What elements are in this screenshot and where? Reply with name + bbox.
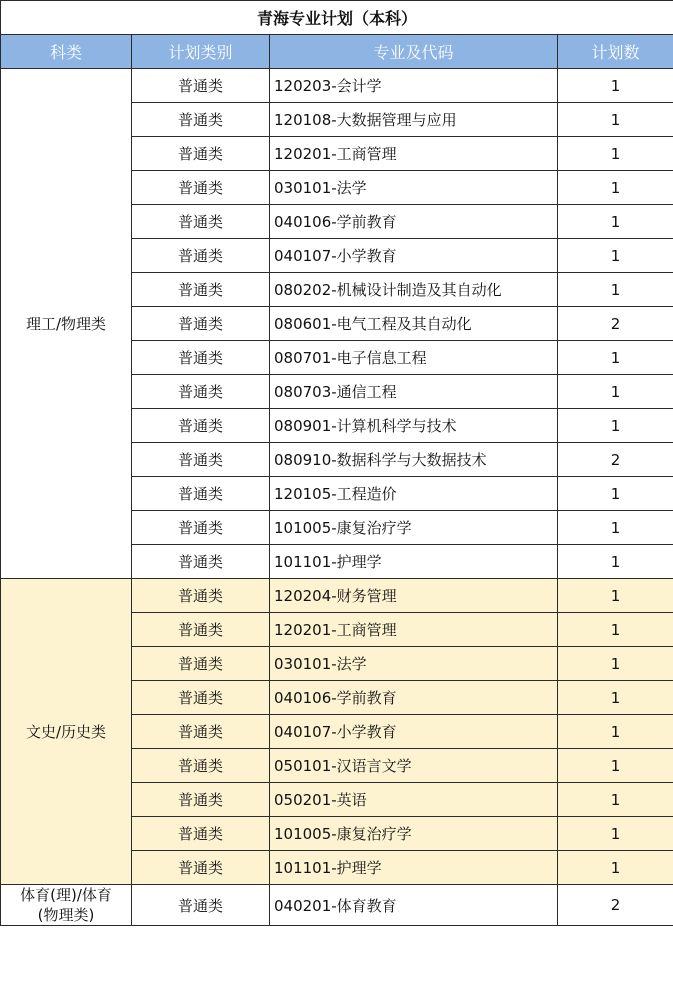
plan-count-cell: 1: [558, 375, 673, 409]
category-cell: 文史/历史类: [1, 579, 132, 885]
major-code-cell: 040106-学前教育: [270, 205, 558, 239]
plan-type-cell: 普通类: [132, 885, 270, 926]
major-code-cell: 101005-康复治疗学: [270, 817, 558, 851]
plan-count-cell: 1: [558, 171, 673, 205]
header-category: 科类: [1, 35, 132, 69]
table-title: 青海专业计划（本科）: [1, 1, 673, 35]
major-code-cell: 120204-财务管理: [270, 579, 558, 613]
plan-type-cell: 普通类: [132, 443, 270, 477]
plan-type-cell: 普通类: [132, 579, 270, 613]
category-cell: 理工/物理类: [1, 69, 132, 579]
plan-count-cell: 1: [558, 681, 673, 715]
major-code-cell: 040106-学前教育: [270, 681, 558, 715]
plan-count-cell: 1: [558, 205, 673, 239]
plan-type-cell: 普通类: [132, 375, 270, 409]
header-plan-count: 计划数: [558, 35, 673, 69]
major-code-cell: 080601-电气工程及其自动化: [270, 307, 558, 341]
plan-type-cell: 普通类: [132, 715, 270, 749]
table-body: [1, 69, 673, 926]
plan-type-cell: 普通类: [132, 749, 270, 783]
plan-count-cell: 1: [558, 239, 673, 273]
major-code-cell: 101005-康复治疗学: [270, 511, 558, 545]
plan-count-cell: 1: [558, 341, 673, 375]
major-code-cell: 040107-小学教育: [270, 239, 558, 273]
plan-count-cell: 1: [558, 511, 673, 545]
header-row: [1, 35, 673, 69]
plan-type-cell: 普通类: [132, 307, 270, 341]
major-code-cell: 101101-护理学: [270, 545, 558, 579]
plan-count-cell: 1: [558, 851, 673, 885]
major-code-cell: 080703-通信工程: [270, 375, 558, 409]
plan-type-cell: 普通类: [132, 409, 270, 443]
header-major-code: 专业及代码: [270, 35, 558, 69]
plan-count-cell: 1: [558, 647, 673, 681]
plan-type-cell: 普通类: [132, 69, 270, 103]
major-code-cell: 080701-电子信息工程: [270, 341, 558, 375]
plan-count-cell: 2: [558, 443, 673, 477]
table-row: [1, 69, 673, 103]
plan-count-cell: 1: [558, 477, 673, 511]
major-code-cell: 050201-英语: [270, 783, 558, 817]
table-row: [1, 579, 673, 613]
category-cell: [1, 885, 132, 926]
plan-type-cell: 普通类: [132, 273, 270, 307]
plan-count-cell: 1: [558, 715, 673, 749]
plan-count-cell: 1: [558, 783, 673, 817]
plan-count-cell: 1: [558, 749, 673, 783]
major-code-cell: 080910-数据科学与大数据技术: [270, 443, 558, 477]
plan-count-cell: 2: [558, 307, 673, 341]
plan-type-cell: 普通类: [132, 205, 270, 239]
major-code-cell: 050101-汉语言文学: [270, 749, 558, 783]
plan-count-cell: 1: [558, 579, 673, 613]
major-code-cell: 040107-小学教育: [270, 715, 558, 749]
plan-count-cell: 1: [558, 613, 673, 647]
major-code-cell: 120201-工商管理: [270, 137, 558, 171]
plan-count-cell: 1: [558, 545, 673, 579]
plan-type-cell: 普通类: [132, 137, 270, 171]
major-code-cell: 120108-大数据管理与应用: [270, 103, 558, 137]
plan-count-cell: 2: [558, 885, 673, 926]
major-code-cell: 120203-会计学: [270, 69, 558, 103]
table-row: [1, 885, 673, 926]
plan-type-cell: 普通类: [132, 613, 270, 647]
plan-type-cell: 普通类: [132, 851, 270, 885]
plan-type-cell: 普通类: [132, 477, 270, 511]
plan-type-cell: 普通类: [132, 545, 270, 579]
plan-count-cell: 1: [558, 69, 673, 103]
plan-count-cell: 1: [558, 817, 673, 851]
major-code-cell: 120201-工商管理: [270, 613, 558, 647]
major-code-cell: 080202-机械设计制造及其自动化: [270, 273, 558, 307]
category-label-line: (物理类): [37, 906, 95, 924]
major-code-cell: 030101-法学: [270, 647, 558, 681]
plan-type-cell: 普通类: [132, 817, 270, 851]
category-label: [20, 885, 112, 925]
plan-type-cell: 普通类: [132, 647, 270, 681]
major-code-cell: 080901-计算机科学与技术: [270, 409, 558, 443]
plan-type-cell: 普通类: [132, 681, 270, 715]
plan-type-cell: 普通类: [132, 239, 270, 273]
plan-count-cell: 1: [558, 137, 673, 171]
header-plan-type: 计划类别: [132, 35, 270, 69]
plan-type-cell: 普通类: [132, 511, 270, 545]
plan-type-cell: 普通类: [132, 103, 270, 137]
major-code-cell: 101101-护理学: [270, 851, 558, 885]
major-code-cell: 120105-工程造价: [270, 477, 558, 511]
category-label-line: 体育(理)/体育: [20, 886, 112, 904]
plan-count-cell: 1: [558, 103, 673, 137]
major-code-cell: 040201-体育教育: [270, 885, 558, 926]
plan-type-cell: 普通类: [132, 783, 270, 817]
major-code-cell: 030101-法学: [270, 171, 558, 205]
plan-type-cell: 普通类: [132, 171, 270, 205]
plan-type-cell: 普通类: [132, 341, 270, 375]
plan-count-cell: 1: [558, 409, 673, 443]
plan-count-cell: 1: [558, 273, 673, 307]
